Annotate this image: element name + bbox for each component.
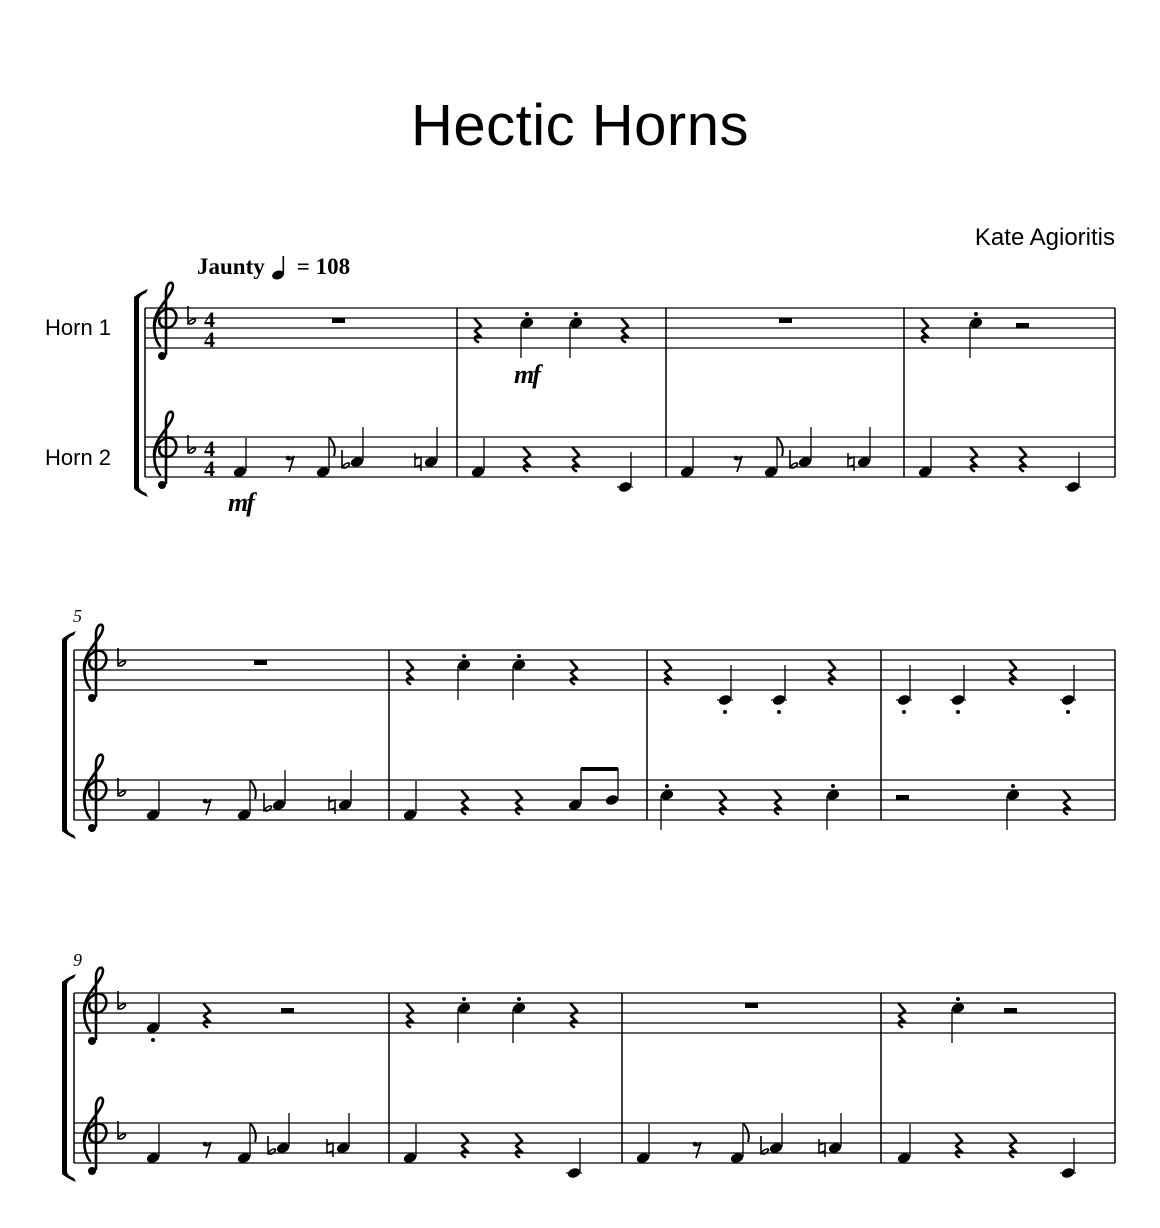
score-title: Hectic Horns [411,93,749,158]
instrument-label-horn-1: Horn 1 [45,315,112,340]
svg-text:4: 4 [204,436,215,461]
dynamic-mf-horn-2: mf [228,488,253,517]
svg-text:4: 4 [204,327,215,352]
composer-name: Kate Agioritis [974,224,1115,251]
measure-number-9: 9 [73,950,82,970]
system-2 [62,625,1115,839]
instrument-label-horn-2: Horn 2 [45,445,112,470]
svg-text:4: 4 [204,307,215,332]
dynamic-mf-horn-1: mf [514,360,539,389]
system-1 [134,283,1115,497]
tempo-bpm: = 108 [296,254,351,279]
svg-text:4: 4 [204,456,215,481]
tempo-text: Jaunty [197,254,265,279]
system-3 [62,968,1115,1182]
measure-number-5: 5 [73,606,82,626]
